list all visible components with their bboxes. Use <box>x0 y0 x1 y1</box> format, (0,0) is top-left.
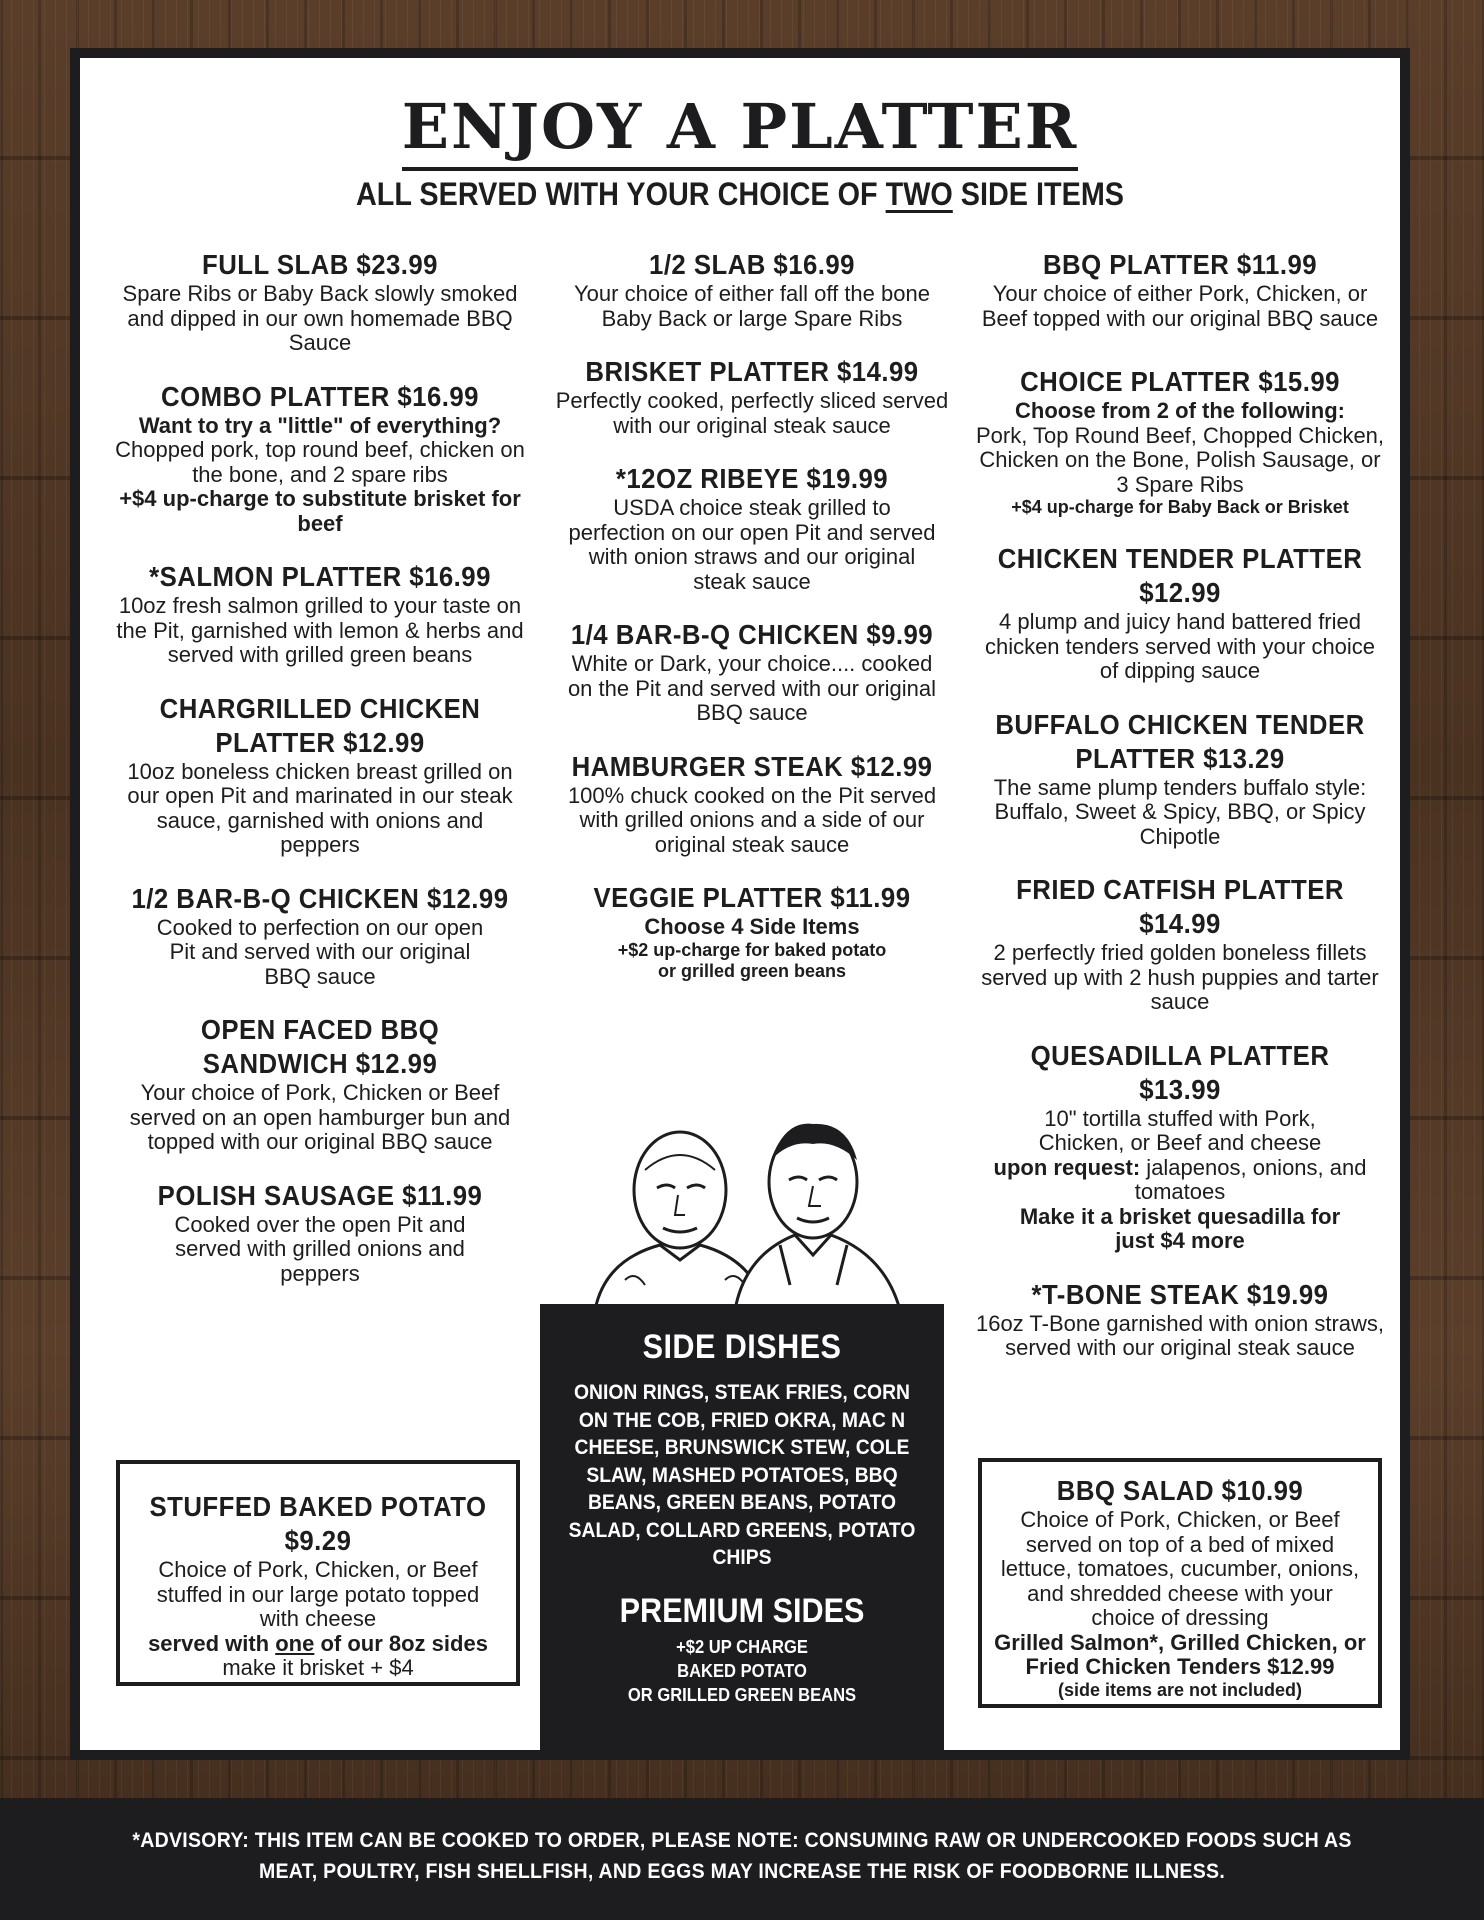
premium-sides-list: +$2 UP CHARGE BAKED POTATO OR GRILLED GREEN BEANS <box>627 1636 857 1705</box>
menu-item-choice-platter: CHOICE PLATTER $15.99 Choose from 2 of the following: Pork, Top Round Beef, Chopped Chicken, Chicken on the Bone, Polish Sausage, or 3 Spare Ribs +$4 up-charge for Baby Back or Brisket <box>975 366 1385 517</box>
menu-item-catfish-platter: FRIED CATFISH PLATTER $14.99 2 perfectly fried golden boneless fillets served up with 2 hush puppies and tarter sauce <box>981 874 1379 1014</box>
menu-item-salmon-platter: *SALMON PLATTER $16.99 10oz fresh salmon grilled to your taste on the Pit, garnished with lemon & herbs and served with grilled green beans <box>116 561 524 667</box>
menu-item-buffalo-tender: BUFFALO CHICKEN TENDER PLATTER $13.29 The same plump tenders buffalo style: Buffalo, Sweet & Spicy, BBQ, or Spicy Chipotle <box>993 708 1367 849</box>
menu-item-quarter-chicken: 1/4 BAR-B-Q CHICKEN $9.99 White or Dark, your choice.... cooked on the Pit and served with our original BBQ sauce <box>567 619 937 725</box>
side-dishes-box <box>540 1304 944 1760</box>
menu-item-chargrilled-chicken: CHARGRILLED CHICKEN PLATTER $12.99 10oz boneless chicken breast grilled on our open Pit and marinated in our steak sauce, garnished with onions and peppers <box>127 692 513 857</box>
menu-panel <box>70 48 1410 1760</box>
menu-column-middle <box>547 248 957 1006</box>
menu-item-half-slab: 1/2 SLAB $16.99 Your choice of either fall off the bone Baby Back or large Spare Ribs <box>574 249 930 331</box>
menu-subtitle: ALL SERVED WITH YOUR CHOICE OF TWO SIDE ITEMS <box>355 176 1125 212</box>
stuffed-baked-potato-box: STUFFED BAKED POTATO $9.29 Choice of Pork, Chicken, or Beef stuffed in our large potato topped with cheese served with one of our 8oz sides make it brisket + $4 <box>116 1460 520 1686</box>
bbq-salad-box: BBQ SALAD $10.99 Choice of Pork, Chicken, or Beef served on top of a bed of mixed lettuce, tomatoes, cucumber, onions, and shredded cheese with your choice of dressing Grilled Salmon*, Grilled Chicken, or Fried Chicken Tenders $12.99 (side items are not included) <box>978 1458 1382 1708</box>
owners-portrait-illustration <box>585 1110 905 1310</box>
menu-item-veggie-platter: VEGGIE PLATTER $11.99 Choose 4 Side Items +$2 up-charge for baked potato or grilled green beans <box>593 882 911 981</box>
menu-item-bbq-sandwich: OPEN FACED BBQ SANDWICH $12.99 Your choice of Pork, Chicken or Beef served on an open hamburger bun and topped with our original BBQ sauce <box>129 1014 511 1154</box>
menu-column-right <box>975 248 1385 1385</box>
advisory-footer <box>0 1798 1484 1920</box>
menu-item-combo-platter: COMBO PLATTER $16.99 Want to try a "little" of everything? Chopped pork, top round beef, chicken on the bone, and 2 spare ribs +$4 up-charge to substitute brisket for beef <box>115 380 525 536</box>
menu-item-ribeye: *12OZ RIBEYE $19.99 USDA choice steak grilled to perfection on our open Pit and served with onion straws and our original steak sauce <box>568 463 936 594</box>
menu-item-bbq-platter: BBQ PLATTER $11.99 Your choice of either Pork, Chicken, or Beef topped with our original BBQ sauce <box>981 249 1379 331</box>
menu-item-brisket-platter: BRISKET PLATTER $14.99 Perfectly cooked, perfectly sliced served with our original steak sauce <box>555 356 949 438</box>
premium-sides-title: PREMIUM SIDES <box>619 1591 865 1630</box>
side-dishes-list: ONION RINGS, STEAK FRIES, CORN ON THE COB, FRIED OKRA, MAC N CHEESE, BRUNSWICK STEW, COLE SLAW, MASHED POTATOES, BBQ BEANS, GREEN BEANS, POTATO SALAD, COLLARD GREENS, POTATO CHIPS <box>568 1381 916 1569</box>
side-dishes-title: SIDE DISHES <box>642 1328 842 1366</box>
menu-item-chicken-tender: CHICKEN TENDER PLATTER $12.99 4 plump and juicy hand battered fried chicken tenders served with your choice of dipping sauce <box>984 543 1376 683</box>
menu-item-quesadilla-platter: QUESADILLA PLATTER $13.99 10" tortilla stuffed with Pork, Chicken, or Beef and cheese upon request: jalapenos, onions, and tomatoes Make it a brisket quesadilla for just $4 more <box>993 1039 1367 1253</box>
menu-column-left <box>115 248 525 1310</box>
menu-item-half-chicken: 1/2 BAR-B-Q CHICKEN $12.99 Cooked to perfection on our open Pit and served with our original BBQ sauce <box>131 882 509 989</box>
menu-item-full-slab: FULL SLAB $23.99 Spare Ribs or Baby Back slowly smoked and dipped in our own homemade BBQ Sauce <box>122 249 518 355</box>
menu-item-hamburger-steak: HAMBURGER STEAK $12.99 100% chuck cooked on the Pit served with grilled onions and a side of our original steak sauce <box>567 750 937 857</box>
menu-item-polish-sausage: POLISH SAUSAGE $11.99 Cooked over the open Pit and served with grilled onions and peppers <box>157 1179 483 1286</box>
menu-title: ENJOY A PLATTER <box>80 90 1400 163</box>
advisory-text: *ADVISORY: THIS ITEM CAN BE COOKED TO ORDER, PLEASE NOTE: CONSUMING RAW OR UNDERCOOKED FOODS SUCH AS MEAT, POULTRY, FISH SHELLFISH, AND EGGS MAY INCREASE THE RISK OF FOODBORNE ILLNESS. <box>132 1829 1352 1883</box>
menu-item-t-bone: *T-BONE STEAK $19.99 16oz T-Bone garnished with onion straws, served with our original steak sauce <box>975 1278 1385 1360</box>
